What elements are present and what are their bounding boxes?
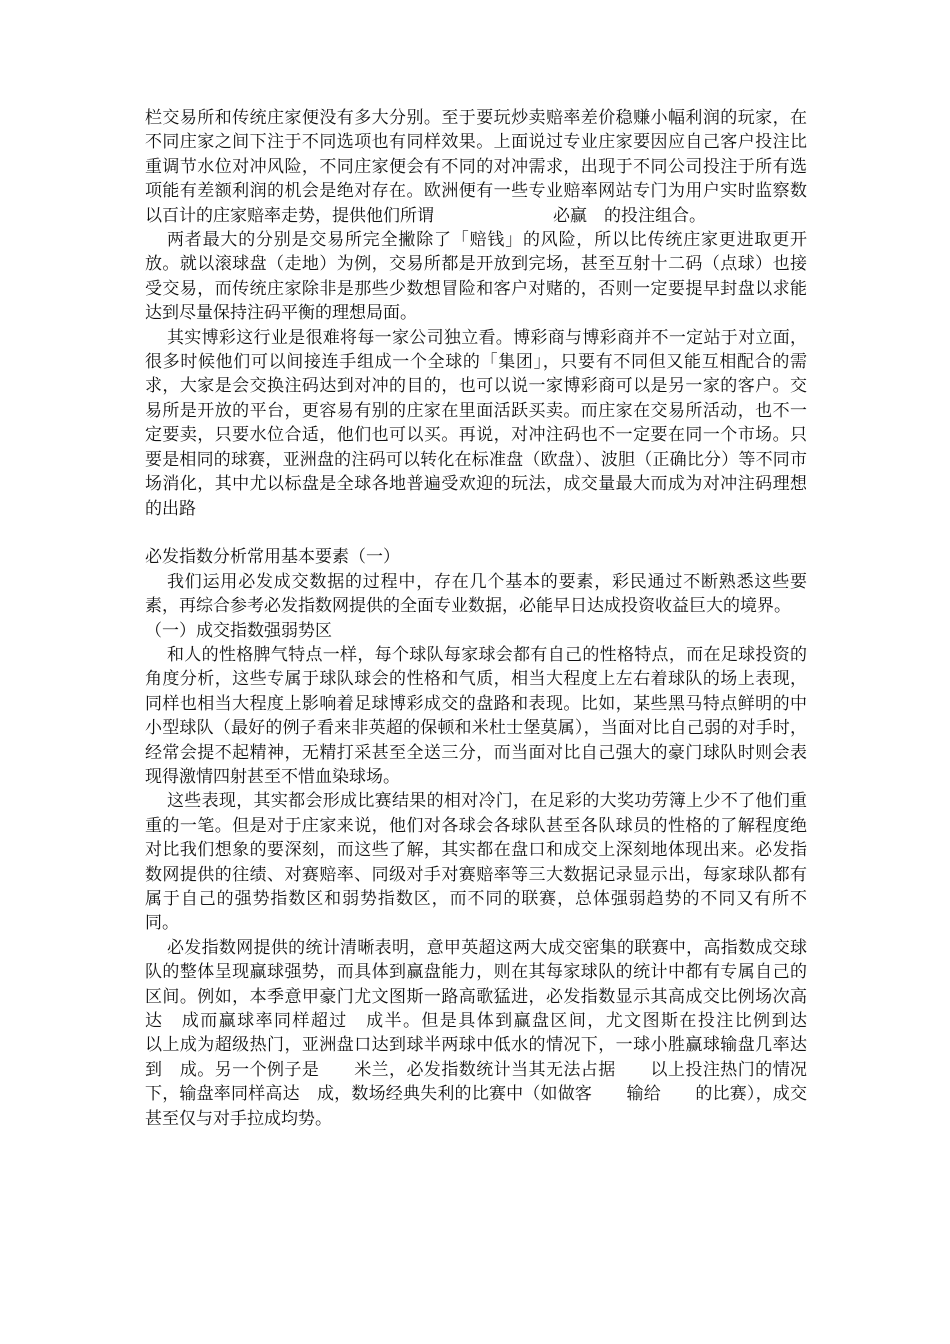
paragraph: 这些表现，其实都会形成比赛结果的相对冷门，在足彩的大奖功劳簿上少不了他们重重的一笔。但是对于庄家来说，他们对各球会各球队甚至各队球员的性格的了解程度绝对比我们想象的要深刻，而这些了解，其实都在盘口和成交上深刻地体现出来。必发指数网提供的往绩、对赛赔率、同级对手对赛赔率等三大数据记录显示出，每家球队都有属于自己的强势指数区和弱势指数区，而不同的联赛，总体强弱趋势的不同又有所不同。 xyxy=(145,791,807,934)
paragraph: 两者最大的分别是交易所完全撇除了「赔钱」的风险，所以比传统庄家更进取更开放。就以滚球盘（走地）为例，交易所都是开放到完场，甚至互射十二码（点球）也接受交易，而传统庄家除非是那些少数想冒险和客户对赌的，否则一定要提早封盘以求能达到尽量保持注码平衡的理想局面。 xyxy=(145,230,807,324)
section-title: 必发指数分析常用基本要素（一） xyxy=(145,547,400,568)
paragraph: 其实博彩这行业是很难将每一家公司独立看。博彩商与博彩商并不一定站于对立面，很多时候他们可以间接连手组成一个全球的「集团」，只要有不同但又能互相配合的需求，大家是会交换注码达到对冲的目的，也可以说一家博彩商可以是另一家的客户。交易所是开放的平台，更容易有别的庄家在里面活跃买卖。而庄家在交易所活动，也不一定要卖，只要水位合适，他们也可以买。再说，对冲注码也不一定要在同一个市场。只要是相同的球赛，亚洲盘的注码可以转化在标准盘（欧盘）、波胆（正确比分）等不同市场消化，其中尤以标盘是全球各地普遍受欢迎的玩法，成交量最大而成为对冲注码理想的出路 xyxy=(145,327,807,519)
paragraph: 必发指数网提供的统计清晰表明，意甲英超这两大成交密集的联赛中，高指数成交球队的整体呈现赢球强势，而具体到赢盘能力，则在其每家球队的统计中都有专属自己的区间。例如，本季意甲豪门尤文图斯一路高歌猛进，必发指数显示其高成交比例场次高达 成而赢球率同样超过 成半。但是具体到赢盘区间，尤文图斯在投注比例到达 以上成为超级热门，亚洲盘口达到球半两球中低水的情况下，一球小胜赢球输盘几率达到 成。另一个例子是 米兰，必发指数统计当其无法占据 以上投注热门的情况下，输盘率同样高达 成，数场经典失利的比赛中（如做客 输给 的比赛），成交甚至仅与对手拉成均势。 xyxy=(145,937,841,1129)
paragraph: 栏交易所和传统庄家便没有多大分别。至于要玩炒卖赔率差价稳赚小幅利润的玩家，在不同庄家之间下注于不同选项也有同样效果。上面说过专业庄家要因应自己客户投注比重调节水位对冲风险，不同庄家便会有不同的对冲需求，出现于不同公司投注于所有选项能有差额利润的机会是绝对存在。欧洲便有一些专业赔率网站专门为用户实时监察数以百计的庄家赔率走势，提供他们所谓 必赢 的投注组合。 xyxy=(145,108,807,226)
subsection-title: （一）成交指数强弱势区 xyxy=(145,620,332,641)
document-page xyxy=(145,106,841,1131)
paragraph: 我们运用必发成交数据的过程中，存在几个基本的要素，彩民通过不断熟悉这些要素，再综合参考必发指数网提供的全面专业数据，必能早日达成投资收益巨大的境界。 xyxy=(145,571,807,617)
paragraph: 和人的性格脾气特点一样，每个球队每家球会都有自己的性格特点，而在足球投资的角度分析，这些专属于球队球会的性格和气质，相当大程度上左右着球队的场上表现，同样也相当大程度上影响着足球博彩成交的盘路和表现。比如，某些黑马特点鲜明的中小型球队（最好的例子看来非英超的保顿和米杜士堡莫属），当面对比自己弱的对手时，经常会提不起精神，无精打采甚至全送三分，而当面对比自己强大的豪门球队时则会表现得激情四射甚至不惜血染球场。 xyxy=(145,644,807,787)
blank-line xyxy=(145,521,807,545)
